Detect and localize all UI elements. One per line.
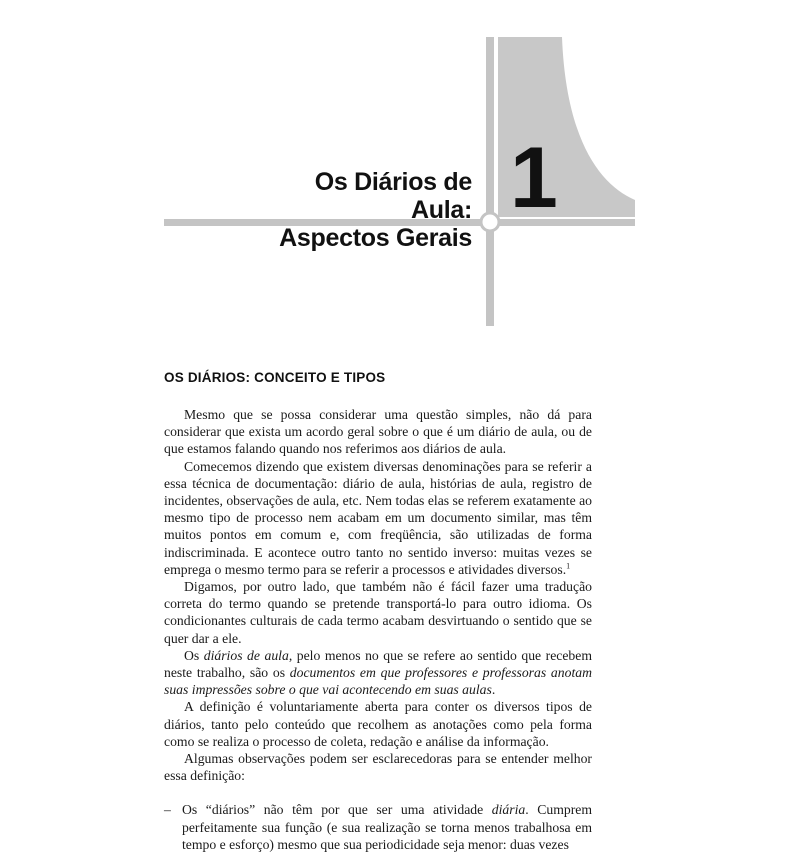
emphasis-diaria: diária xyxy=(491,802,526,818)
body-text xyxy=(164,406,592,853)
list-item xyxy=(164,801,592,853)
chapter-title-line2: Aspectos Gerais xyxy=(279,224,472,252)
section-heading: OS DIÁRIOS: CONCEITO E TIPOS xyxy=(164,370,386,385)
emphasis-term: diários de aula xyxy=(203,647,289,663)
paragraph-5: A definição é voluntariamente aberta para conter os diversos tipos de diários, tanto pelo conteúdo que recolhem as anotações como pela forma como se realiza o processo de coleta, redação e análise da informação. xyxy=(164,699,592,749)
list-dash: – xyxy=(164,802,171,818)
list-item-part: Os “diários” não têm por que ser uma atividade xyxy=(182,802,492,818)
crossing-circle-ornament xyxy=(481,213,499,231)
chapter-number: 1 xyxy=(510,130,558,226)
paragraph-1: Mesmo que se possa considerar uma questão simples, não dá para considerar que exista um acordo geral sobre o que é um diário de aula, ou de que estamos falando quando nos referimos aos diários de aula. xyxy=(164,407,592,457)
paragraph-4-part: . xyxy=(491,682,496,698)
paragraph-3: Digamos, por outro lado, que também não é fácil fazer uma tradução correta do termo quando se pretende transportá-lo para outro idioma. Os condicionantes culturais de cada termo acabam desvirtuando o sentido que se quer dar a ele. xyxy=(164,579,592,646)
list-item-part: . Cumprem perfeitamente sua função (e sua realização se torna menos trabalhosa em tempo e esforço) mesmo que sua periodicidade seja menor: duas vezes xyxy=(182,802,592,852)
chapter-title-line1: Os Diários de Aula: xyxy=(314,168,472,224)
paragraph-4-part: Os xyxy=(184,647,204,663)
footnote-marker: 1 xyxy=(566,561,571,571)
chapter-title xyxy=(250,168,472,252)
paragraph-2 xyxy=(164,458,592,578)
paragraph-6: Algumas observações podem ser esclarecedoras para se entender melhor essa definição: xyxy=(164,751,592,784)
emphasis-definition: documentos em que professores e professoras anotam suas impressões sobre o que vai acontecendo em suas aulas xyxy=(164,665,592,698)
paragraph-4-part: , pelo menos no que se refere ao sentido que recebem neste trabalho, são os xyxy=(164,647,593,681)
paragraph-2-text: Comecemos dizendo que existem diversas denominações para se referir a essa técnica de documentação: diário de aula, histórias de aula, registro de incidentes, observações de aula, etc. Nem todas elas se referem exatamente ao mesmo tipo de processo nem acabam em um documento similar, mas têm muitos pontos em comum e, com freqüência, são utilizadas de forma indiscriminada. E acontece outro tanto no sentido inverso: muitas vezes se emprega o mesmo termo para se referir a processos e atividades diversos. xyxy=(164,458,592,577)
vertical-rule xyxy=(486,37,494,326)
paragraph-4 xyxy=(164,647,592,699)
